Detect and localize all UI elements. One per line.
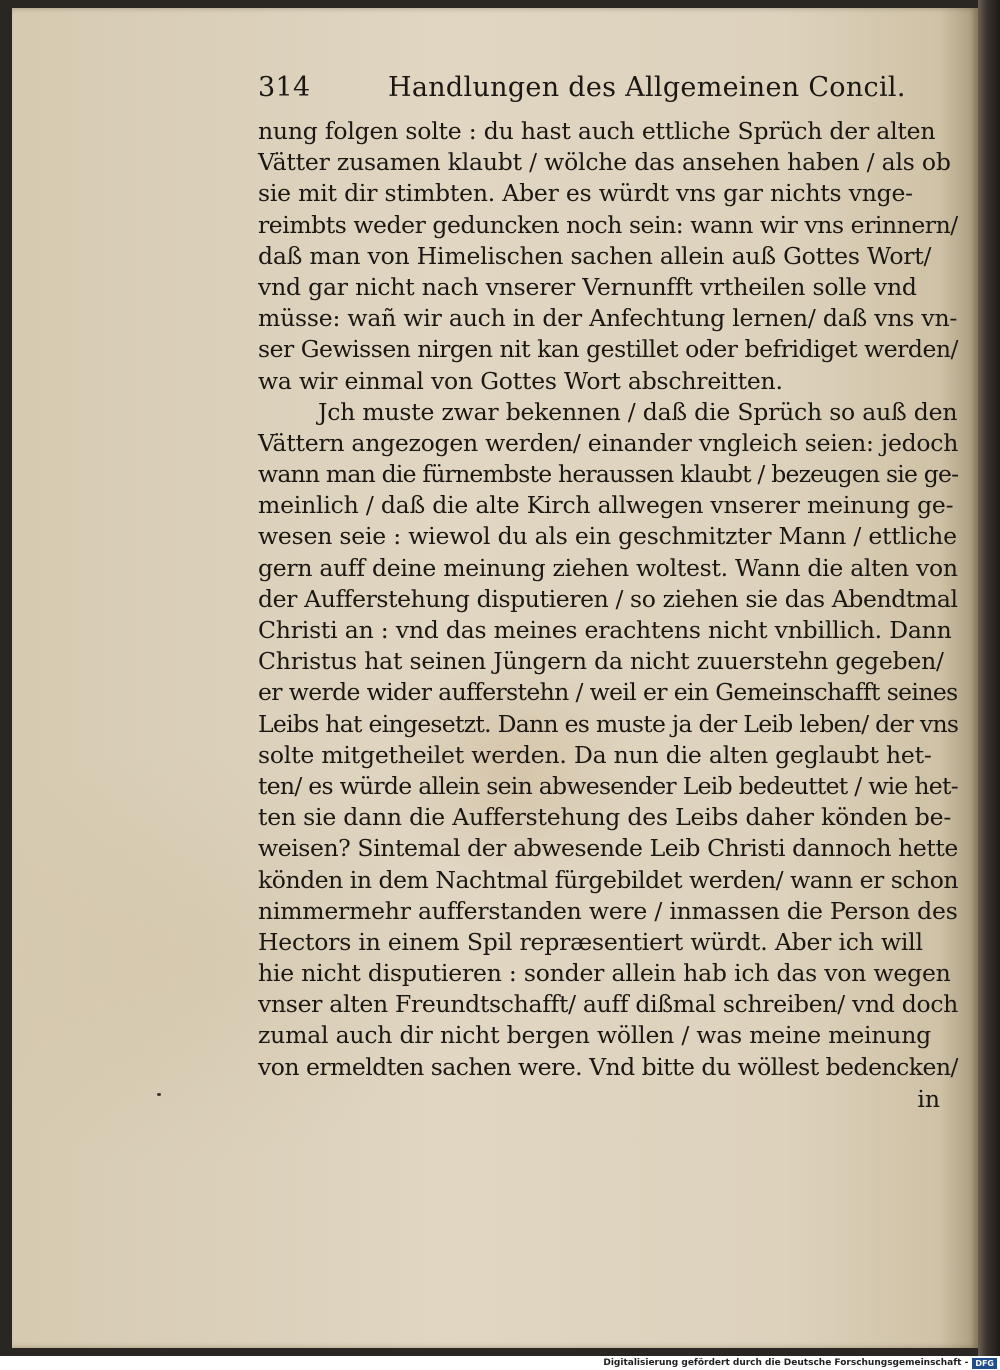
text-line: wesen seie : wiewol du als ein geschmitzter Mann / ettliche: [258, 522, 957, 551]
text-line: vnd gar nicht nach vnserer Vernunfft vrtheilen solle vnd: [258, 272, 917, 301]
text-line: Vätter zusamen klaubt / wölche das ansehen haben / als ob: [258, 148, 951, 177]
text-line: Leibs hat eingesetzt. Dann es muste ja der Leib leben/ der vns: [258, 709, 959, 738]
text-line: könden in dem Nachtmal fürgebildet werden/ wann er schon: [258, 865, 959, 894]
funding-note: Digitalisierung gefördert durch die Deutsche Forschungsgemeinschaft -: [603, 1358, 969, 1368]
text-line: ten sie dann die Aufferstehung des Leibs daher könden be-: [258, 803, 952, 832]
text-line: er werde wider aufferstehn / weil er ein Gemeinschafft seines: [258, 678, 958, 707]
catchword: in: [917, 1084, 940, 1113]
text-line: nimmermehr aufferstanden were / inmassen die Person des: [258, 896, 958, 925]
page-header: [258, 72, 958, 116]
text-line: Hectors in einem Spil repræsentiert würdt. Aber ich will: [258, 927, 923, 956]
page-text: [258, 72, 958, 1115]
catchword-line: [258, 1083, 958, 1115]
text-line: ten/ es würde allein sein abwesender Leib bedeuttet / wie het-: [258, 771, 958, 800]
text-line: zumal auch dir nicht bergen wöllen / was meine meinung: [258, 1021, 931, 1050]
text-line: solte mitgetheilet werden. Da nun die alten geglaubt het-: [258, 740, 932, 769]
text-line: daß man von Himelischen sachen allein auß Gottes Wort/: [258, 241, 932, 270]
text-line: Christi an : vnd das meines erachtens nicht vnbillich. Dann: [258, 616, 952, 644]
text-line: müsse: wañ wir auch in der Anfechtung lernen/ daß vns vn-: [258, 304, 958, 333]
footer-bar: [0, 1356, 1000, 1370]
dfg-logo: DFG: [972, 1358, 997, 1369]
text-line: Vättern angezogen werden/ einander vngleich seien: jedoch: [258, 428, 959, 457]
text-line: der Aufferstehung disputieren / so ziehen sie das Abendtmal: [258, 584, 958, 613]
text-line: Christus hat seinen Jüngern da nicht zuuerstehn gegeben/: [258, 647, 944, 676]
running-title: Handlungen des Allgemeinen Concil.: [388, 72, 906, 103]
book-spine-edge: [978, 0, 1000, 1356]
ink-speck: [157, 1093, 161, 1096]
text-line: sie mit dir stimbten. Aber es würdt vns gar nichts vnge-: [258, 179, 913, 208]
page-number: 314: [258, 72, 311, 103]
text-line: von ermeldten sachen were. Vnd bitte du wöllest bedencken/: [258, 1052, 958, 1081]
text-line: gern auff deine meinung ziehen woltest. Wann die alten von: [258, 553, 958, 582]
text-line: ser Gewissen nirgen nit kan gestillet oder befridiget werden/: [258, 335, 958, 364]
text-line: wa wir einmal von Gottes Wort abschreitten.: [258, 366, 783, 395]
text-line: reimbts weder geduncken noch sein: wann wir vns erinnern/: [258, 210, 958, 239]
text-line: hie nicht disputieren : sonder allein hab ich das von wegen: [258, 959, 951, 988]
text-line: meinlich / daß die alte Kirch allwegen vnserer meinung ge-: [258, 491, 954, 520]
scan-left-border: [0, 0, 12, 1356]
text-line: Jch muste zwar bekennen / daß die Sprüch so auß den: [318, 397, 958, 426]
text-line: vnser alten Freundtschafft/ auff dißmal schreiben/ vnd doch: [258, 990, 959, 1019]
body-text: [258, 116, 958, 1083]
text-line: wann man die fürnembste heraussen klaubt / bezeugen sie ge-: [258, 460, 959, 489]
text-line: weisen? Sintemal der abwesende Leib Christi dannoch hette: [258, 834, 958, 863]
text-line: nung folgen solte : du hast auch ettliche Sprüch der alten: [258, 117, 936, 145]
